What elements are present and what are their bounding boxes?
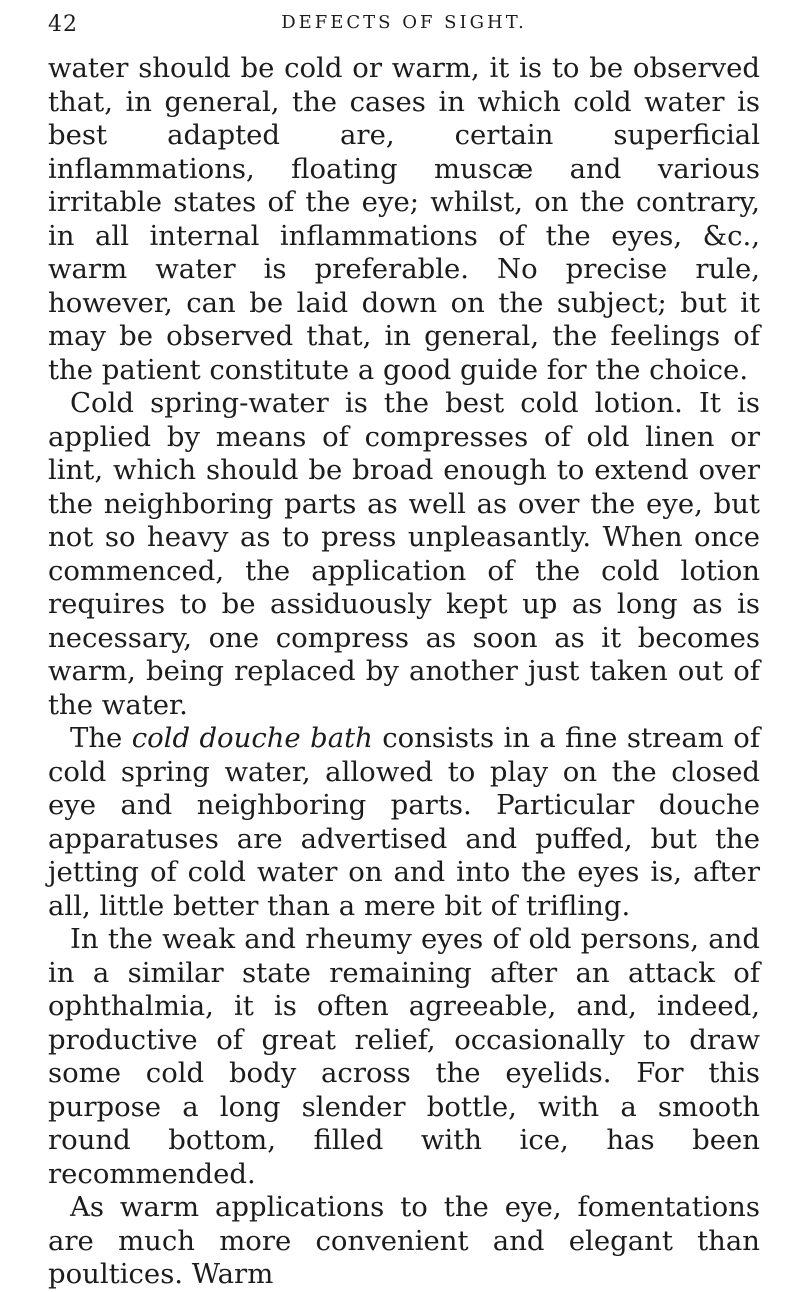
paragraph-rheumy-eyes: In the weak and rheumy eyes of old persons, and in a similar state remaining after an attack of ophthalmia, it is often agreeable, and, indeed, productive of great relief, occasionally to draw some cold body across the eyelids. For this purpose a long slender bottle, with a smooth round bottom, filled with ice, has been recommended. [48, 923, 760, 1190]
paragraph-cold-douche-bath [48, 722, 760, 923]
douche-rest: consists in a fine stream of cold spring water, allowed to play on the closed eye and neighboring parts. Particular douche apparatuses are advertised and puffed, but the jetting of cold water on and into the eyes is, after all, little better than a mere bit of trifling. [48, 722, 760, 922]
body-text [48, 52, 760, 1292]
paragraph-water-temperature: water should be cold or warm, it is to be observed that, in general, the cases in which cold water is best adapted are, certain superficial inflammations, floating muscæ and various irritable states of the eye; whilst, on the contrary, in all internal inflammations of the eyes, &c., warm water is preferable. No precise rule, however, can be laid down on the subject; but it may be observed that, in general, the feelings of the patient constitute a good guide for the choice. [48, 52, 760, 386]
douche-lead: The [70, 722, 132, 754]
paragraph-warm-applications: As warm applications to the eye, fomentations are much more convenient and elegant than poultices. Warm [48, 1191, 760, 1290]
paragraph-cold-spring-water: Cold spring-water is the best cold lotion. It is applied by means of compresses of old linen or lint, which should be broad enough to extend over the neighboring parts as well as over the eye, but not so heavy as to press unpleasantly. When once commenced, the application of the cold lotion requires to be assiduously kept up as long as is necessary, one compress as soon as it becomes warm, being replaced by another just taken out of the water. [48, 387, 760, 721]
running-title: DEFECTS OF SIGHT. [281, 12, 527, 33]
running-head [48, 12, 760, 52]
book-page [48, 0, 760, 1292]
douche-term: cold douche bath [131, 722, 373, 754]
page-number: 42 [48, 12, 78, 37]
